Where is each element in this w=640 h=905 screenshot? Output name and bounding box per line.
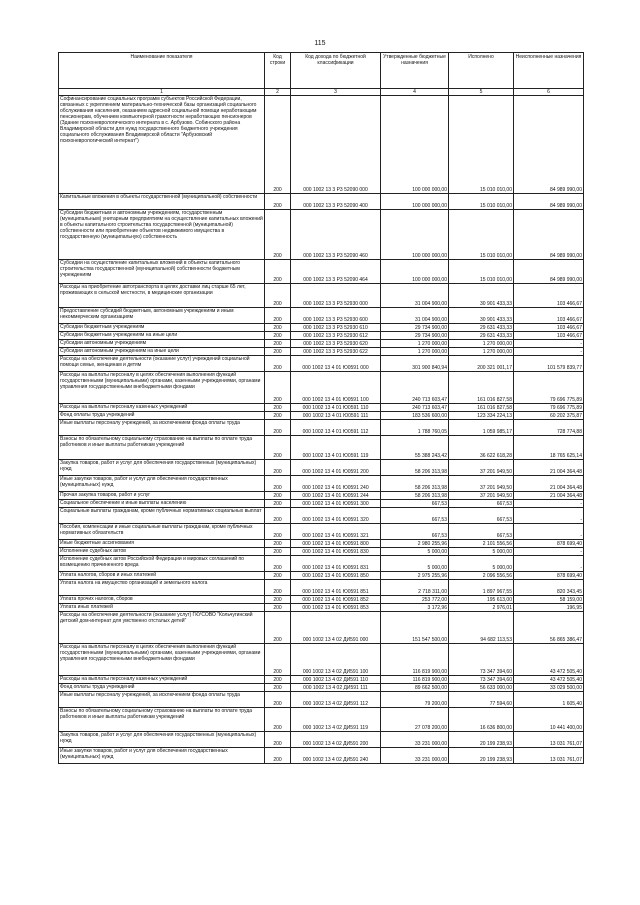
cell-executed: 15 010 010,00 — [449, 194, 514, 210]
cell-line-code: 200 — [265, 524, 291, 540]
cell-line-code: 200 — [265, 684, 291, 692]
cell-name: Прочая закупка товаров, работ и услуг — [59, 492, 265, 500]
cell-line-code: 200 — [265, 372, 291, 404]
cell-approved: 1 270 000,00 — [381, 348, 449, 356]
cell-unexecuted: 84 989 990,00 — [514, 194, 584, 210]
cell-approved: 116 819 900,00 — [381, 644, 449, 676]
table-row — [59, 580, 584, 596]
cell-approved: 1 788 760,05 — [381, 420, 449, 436]
cell-name: Уплата прочих налогов, сборов — [59, 596, 265, 604]
cell-approved: 2 975 255,96 — [381, 572, 449, 580]
cell-unexecuted: 33 029 500,00 — [514, 684, 584, 692]
cell-unexecuted: - — [514, 556, 584, 572]
cell-budget-code: 000 1002 13 3 Р3 52930 620 — [291, 340, 381, 348]
cell-executed: 195 613,00 — [449, 596, 514, 604]
table-row — [59, 556, 584, 572]
cell-line-code: 200 — [265, 644, 291, 676]
table-row — [59, 548, 584, 556]
cell-approved: 3 172,96 — [381, 604, 449, 612]
cell-unexecuted: 13 031 761,07 — [514, 748, 584, 764]
cell-approved: 31 004 900,00 — [381, 284, 449, 308]
cell-name: Расходы на обеспечение деятельности (оказание услуг) учреждений социальной помощи семье, женщинам и детям — [59, 356, 265, 372]
cell-executed: 1 897 967,55 — [449, 580, 514, 596]
cell-approved: 33 231 000,00 — [381, 748, 449, 764]
cell-name: Взносы по обязательному социальному страхованию на выплаты по оплате труда работников и иные выплаты работникам учреждений — [59, 436, 265, 460]
cell-executed: 2 096 556,56 — [449, 572, 514, 580]
cell-budget-code: 000 1002 13 4 01 Ю0591 851 — [291, 580, 381, 596]
cell-budget-code: 000 1002 13 4 02 ДИ591 112 — [291, 692, 381, 708]
cell-executed: 123 334 224,13 — [449, 412, 514, 420]
cell-name: Иные выплаты персоналу учреждений, за исключением фонда оплаты труда — [59, 420, 265, 436]
table-row — [59, 476, 584, 492]
table-row — [59, 260, 584, 284]
cell-name: Предоставление субсидий бюджетным, автономным учреждениям и иным некоммерческим организациям — [59, 308, 265, 324]
cell-approved: 2 718 311,00 — [381, 580, 449, 596]
cell-budget-code: 000 1002 13 4 01 Ю0591 300 — [291, 500, 381, 508]
table-row — [59, 420, 584, 436]
cell-budget-code: 000 1002 13 4 02 ДИ591 110 — [291, 676, 381, 684]
table-row — [59, 604, 584, 612]
cell-line-code: 200 — [265, 708, 291, 732]
cell-line-code: 200 — [265, 412, 291, 420]
cell-unexecuted: 103 466,67 — [514, 284, 584, 308]
cell-unexecuted: 56 865 386,47 — [514, 612, 584, 644]
cell-approved: 27 078 200,00 — [381, 708, 449, 732]
col-header-unexecuted: Неисполненные назначения — [514, 53, 584, 89]
cell-executed: 30 901 433,33 — [449, 308, 514, 324]
cell-line-code: 200 — [265, 692, 291, 708]
cell-name: Субсидии бюджетным учреждениям — [59, 324, 265, 332]
cell-name: Уплата налога на имущество организаций и земельного налога — [59, 580, 265, 596]
cell-budget-code: 000 1002 13 3 Р3 52090 000 — [291, 96, 381, 194]
col-number: 5 — [449, 89, 514, 96]
cell-name: Уплата налогов, сборов и иных платежей — [59, 572, 265, 580]
table-row — [59, 612, 584, 644]
cell-budget-code: 000 1002 13 4 01 Ю0591 200 — [291, 460, 381, 476]
cell-budget-code: 000 1002 13 4 01 Ю0591 850 — [291, 572, 381, 580]
cell-line-code: 200 — [265, 356, 291, 372]
cell-line-code: 200 — [265, 604, 291, 612]
table-row — [59, 572, 584, 580]
cell-executed: 56 633 000,00 — [449, 684, 514, 692]
cell-budget-code: 000 1002 13 4 01 Ю0591 800 — [291, 540, 381, 548]
cell-line-code: 200 — [265, 556, 291, 572]
cell-budget-code: 000 1002 13 4 01 Ю0591 852 — [291, 596, 381, 604]
cell-name: Фонд оплаты труда учреждений — [59, 684, 265, 692]
cell-line-code: 200 — [265, 476, 291, 492]
table-row — [59, 748, 584, 764]
cell-executed: 73 347 394,60 — [449, 676, 514, 684]
cell-executed: 94 682 113,53 — [449, 612, 514, 644]
page-number: 115 — [314, 40, 326, 47]
cell-budget-code: 000 1002 13 4 01 Ю0591 240 — [291, 476, 381, 492]
table-row — [59, 684, 584, 692]
cell-unexecuted: - — [514, 340, 584, 348]
cell-line-code: 200 — [265, 492, 291, 500]
cell-executed: 15 010 010,00 — [449, 96, 514, 194]
cell-line-code: 200 — [265, 540, 291, 548]
col-header-code: Код строки — [265, 53, 291, 89]
col-number: 3 — [291, 89, 381, 96]
cell-approved: 240 713 603,47 — [381, 372, 449, 404]
cell-name: Субсидии бюджетным учреждениям на иные цели — [59, 332, 265, 340]
cell-name: Социальные выплаты гражданам, кроме публичных нормативных социальных выплат — [59, 508, 265, 524]
cell-name: Исполнение судебных актов Российской Федерации и мировых соглашений по возмещению причиненного вреда — [59, 556, 265, 572]
cell-line-code: 200 — [265, 580, 291, 596]
cell-budget-code: 000 1002 13 3 Р3 52930 612 — [291, 332, 381, 340]
table-row — [59, 324, 584, 332]
cell-unexecuted: - — [514, 500, 584, 508]
cell-budget-code: 000 1002 13 4 01 Ю0591 321 — [291, 524, 381, 540]
cell-approved: 58 206 313,98 — [381, 476, 449, 492]
cell-line-code: 200 — [265, 596, 291, 604]
cell-approved: 33 231 000,00 — [381, 732, 449, 748]
table-row — [59, 308, 584, 324]
table-row — [59, 708, 584, 732]
cell-budget-code: 000 1002 13 4 02 ДИ591 000 — [291, 612, 381, 644]
cell-approved: 29 734 900,00 — [381, 324, 449, 332]
cell-line-code: 200 — [265, 308, 291, 324]
cell-name: Иные бюджетные ассигнования — [59, 540, 265, 548]
cell-approved: 151 547 500,00 — [381, 612, 449, 644]
cell-executed: 36 622 618,28 — [449, 436, 514, 460]
cell-unexecuted: 21 004 364,48 — [514, 476, 584, 492]
cell-line-code: 200 — [265, 732, 291, 748]
cell-line-code: 200 — [265, 210, 291, 260]
cell-unexecuted: 79 696 775,89 — [514, 404, 584, 412]
cell-unexecuted: 878 699,40 — [514, 540, 584, 548]
table-row — [59, 332, 584, 340]
cell-unexecuted: 43 472 505,40 — [514, 644, 584, 676]
cell-name: Расходы на приобретение автотранспорта в целях доставки лиц старше 65 лет, проживающих в сельской местности, в медицинские организации — [59, 284, 265, 308]
cell-executed: 73 347 394,60 — [449, 644, 514, 676]
table-header-row — [59, 53, 584, 89]
col-number: 1 — [59, 89, 265, 96]
cell-executed: 5 000,00 — [449, 556, 514, 572]
table-row — [59, 372, 584, 404]
table-row — [59, 732, 584, 748]
table-row — [59, 644, 584, 676]
cell-name: Иные закупки товаров, работ и услуг для обеспечения государственных (муниципальных) нужд — [59, 748, 265, 764]
table-row — [59, 348, 584, 356]
cell-approved: 116 819 900,00 — [381, 676, 449, 684]
cell-budget-code: 000 1002 13 3 Р3 52930 622 — [291, 348, 381, 356]
cell-executed: 200 321 001,17 — [449, 356, 514, 372]
cell-unexecuted: 84 989 990,00 — [514, 260, 584, 284]
cell-unexecuted: 103 466,67 — [514, 332, 584, 340]
cell-approved: 89 662 500,00 — [381, 684, 449, 692]
cell-budget-code: 000 1002 13 3 Р3 52090 460 — [291, 210, 381, 260]
cell-name: Субсидии автономным учреждениям — [59, 340, 265, 348]
cell-budget-code: 000 1002 13 4 02 ДИ591 240 — [291, 748, 381, 764]
cell-approved: 240 713 603,47 — [381, 404, 449, 412]
cell-budget-code: 000 1002 13 4 01 Ю0591 000 — [291, 356, 381, 372]
cell-approved: 100 000 000,00 — [381, 194, 449, 210]
table-row — [59, 340, 584, 348]
cell-approved: 100 000 000,00 — [381, 210, 449, 260]
cell-approved: 2 980 255,96 — [381, 540, 449, 548]
cell-unexecuted: 196,95 — [514, 604, 584, 612]
cell-unexecuted: 84 989 990,00 — [514, 96, 584, 194]
cell-budget-code: 000 1002 13 4 01 Ю0591 831 — [291, 556, 381, 572]
cell-executed: 667,53 — [449, 508, 514, 524]
cell-line-code: 200 — [265, 460, 291, 476]
cell-unexecuted: 21 004 364,48 — [514, 460, 584, 476]
cell-name: Капитальные вложения в объекты государственной (муниципальной) собственности — [59, 194, 265, 210]
cell-unexecuted: 43 472 505,40 — [514, 676, 584, 684]
cell-budget-code: 000 1002 13 4 02 ДИ591 200 — [291, 732, 381, 748]
cell-executed: 37 201 949,50 — [449, 460, 514, 476]
cell-budget-code: 000 1002 13 4 01 Ю0591 111 — [291, 412, 381, 420]
table-row — [59, 500, 584, 508]
cell-approved: 100 000 000,00 — [381, 96, 449, 194]
cell-executed: 1 270 000,00 — [449, 340, 514, 348]
cell-executed: 37 201 949,50 — [449, 476, 514, 492]
cell-executed: 667,53 — [449, 524, 514, 540]
cell-executed: 29 631 433,33 — [449, 324, 514, 332]
table-row — [59, 412, 584, 420]
cell-approved: 58 206 313,98 — [381, 460, 449, 476]
cell-unexecuted: 21 004 364,48 — [514, 492, 584, 500]
cell-line-code: 200 — [265, 676, 291, 684]
cell-approved: 253 772,00 — [381, 596, 449, 604]
cell-name: Закупка товаров, работ и услуг для обеспечения государственных (муниципальных) нужд — [59, 460, 265, 476]
cell-name: Софинансирование социальных программ субъектов Российской Федерации, связанных с укреплением материально-технической базы организаций социального обслуживания населения, оказанием адресной социальной помощи неработающим пенсионерам, обучением компьютерной грамотности неработающих пенсионеров (Здание психоневрологического интерната в с. Арбузово. Собинского района Владимирской области для нужд государственного бюджетного учреждения социального обслуживания Владимирской области "Арбузовский психоневрологический интернат") — [59, 96, 265, 194]
cell-name: Субсидии бюджетным и автономным учреждениям, государственным (муниципальным) унитарным предприятиям на осуществление капитальных вложений в объекты капитального строительства государственной (муниципальной) собственности или приобретение объектов недвижимого имущества в государственную (муниципальную) собственность — [59, 210, 265, 260]
cell-name: Пособия, компенсации и иные социальные выплаты гражданам, кроме публичных нормативных обязательств — [59, 524, 265, 540]
cell-budget-code: 000 1002 13 4 02 ДИ591 111 — [291, 684, 381, 692]
cell-line-code: 200 — [265, 96, 291, 194]
cell-budget-code: 000 1002 13 4 01 Ю0591 112 — [291, 420, 381, 436]
cell-line-code: 200 — [265, 572, 291, 580]
cell-approved: 1 270 000,00 — [381, 340, 449, 348]
cell-line-code: 200 — [265, 420, 291, 436]
cell-name: Субсидии автономным учреждениям на иные цели — [59, 348, 265, 356]
table-row — [59, 194, 584, 210]
cell-unexecuted: 103 466,67 — [514, 308, 584, 324]
cell-approved: 667,53 — [381, 500, 449, 508]
cell-approved: 5 000,00 — [381, 556, 449, 572]
cell-approved: 667,53 — [381, 524, 449, 540]
cell-budget-code: 000 1002 13 4 01 Ю0591 320 — [291, 508, 381, 524]
cell-executed: 37 201 949,50 — [449, 492, 514, 500]
cell-approved: 5 000,00 — [381, 548, 449, 556]
table-body — [59, 96, 584, 764]
table-row — [59, 96, 584, 194]
cell-unexecuted: 60 202 375,87 — [514, 412, 584, 420]
cell-approved: 31 004 900,00 — [381, 308, 449, 324]
cell-budget-code: 000 1002 13 3 Р3 52090 464 — [291, 260, 381, 284]
cell-unexecuted: 103 466,67 — [514, 324, 584, 332]
budget-execution-table — [58, 52, 584, 764]
cell-approved: 100 000 000,00 — [381, 260, 449, 284]
cell-unexecuted: - — [514, 548, 584, 556]
cell-approved: 183 536 600,00 — [381, 412, 449, 420]
cell-executed: 16 636 800,00 — [449, 708, 514, 732]
cell-budget-code: 000 1002 13 4 01 Ю0591 110 — [291, 404, 381, 412]
cell-approved: 58 206 313,98 — [381, 492, 449, 500]
cell-approved: 667,53 — [381, 508, 449, 524]
cell-budget-code: 000 1002 13 3 Р3 52930 600 — [291, 308, 381, 324]
table-row — [59, 676, 584, 684]
cell-unexecuted: 58 159,00 — [514, 596, 584, 604]
cell-executed: 161 016 827,58 — [449, 372, 514, 404]
cell-executed: 77 594,60 — [449, 692, 514, 708]
cell-name: Иные закупки товаров, работ и услуг для обеспечения государственных (муниципальных) нужд — [59, 476, 265, 492]
cell-budget-code: 000 1002 13 4 01 Ю0591 100 — [291, 372, 381, 404]
cell-name: Социальное обеспечение и иные выплаты населению — [59, 500, 265, 508]
cell-executed: 2 101 556,56 — [449, 540, 514, 548]
cell-name: Уплата иных платежей — [59, 604, 265, 612]
cell-executed: 29 631 433,33 — [449, 332, 514, 340]
cell-approved: 301 900 840,94 — [381, 356, 449, 372]
cell-line-code: 200 — [265, 340, 291, 348]
cell-executed: 30 901 433,33 — [449, 284, 514, 308]
cell-name: Взносы по обязательному социальному страхованию на выплаты по оплате труда работников и иные выплаты работникам учреждений — [59, 708, 265, 732]
col-header-executed: Исполнено — [449, 53, 514, 89]
cell-executed: 20 199 238,93 — [449, 732, 514, 748]
cell-line-code: 200 — [265, 284, 291, 308]
cell-line-code: 200 — [265, 260, 291, 284]
cell-unexecuted: 1 605,40 — [514, 692, 584, 708]
cell-executed: 5 000,00 — [449, 548, 514, 556]
table-row — [59, 508, 584, 524]
cell-name: Субсидии на осуществление капитальных вложений в объекты капитального строительства государственной (муниципальной) собственности бюджетным учреждениям — [59, 260, 265, 284]
cell-budget-code: 000 1002 13 3 Р3 52930 000 — [291, 284, 381, 308]
cell-unexecuted: 728 774,88 — [514, 420, 584, 436]
table-row — [59, 210, 584, 260]
cell-unexecuted: 79 696 775,89 — [514, 372, 584, 404]
col-number: 4 — [381, 89, 449, 96]
cell-unexecuted: - — [514, 508, 584, 524]
table-row — [59, 524, 584, 540]
table-row — [59, 540, 584, 548]
cell-approved: 55 388 243,42 — [381, 436, 449, 460]
cell-unexecuted: 10 441 400,00 — [514, 708, 584, 732]
cell-executed: 20 199 238,93 — [449, 748, 514, 764]
cell-unexecuted: - — [514, 524, 584, 540]
cell-line-code: 200 — [265, 548, 291, 556]
cell-executed: 15 010 010,00 — [449, 260, 514, 284]
table-row — [59, 492, 584, 500]
cell-name: Расходы на выплаты персоналу казенных учреждений — [59, 404, 265, 412]
cell-unexecuted: 18 765 625,14 — [514, 436, 584, 460]
cell-unexecuted: - — [514, 348, 584, 356]
cell-name: Расходы на выплаты персоналу в целях обеспечения выполнения функций государственными (муниципальными) органами, казенными учреждениями, органами управления государственными внебюджетными фондами — [59, 644, 265, 676]
cell-line-code: 200 — [265, 194, 291, 210]
col-number: 6 — [514, 89, 584, 96]
cell-unexecuted: 878 699,40 — [514, 572, 584, 580]
table-row — [59, 596, 584, 604]
cell-budget-code: 000 1002 13 4 02 ДИ591 119 — [291, 708, 381, 732]
cell-approved: 29 734 900,00 — [381, 332, 449, 340]
cell-budget-code: 000 1002 13 4 01 Ю0591 244 — [291, 492, 381, 500]
col-number: 2 — [265, 89, 291, 96]
cell-line-code: 200 — [265, 500, 291, 508]
cell-name: Фонд оплаты труда учреждений — [59, 412, 265, 420]
cell-line-code: 200 — [265, 348, 291, 356]
cell-unexecuted: 820 343,45 — [514, 580, 584, 596]
cell-executed: 2 976,01 — [449, 604, 514, 612]
col-header-bk: Код дохода по бюджетной классификации — [291, 53, 381, 89]
cell-line-code: 200 — [265, 508, 291, 524]
col-header-name: Наименование показателя — [59, 53, 265, 89]
cell-line-code: 200 — [265, 404, 291, 412]
cell-executed: 1 059 985,17 — [449, 420, 514, 436]
cell-line-code: 200 — [265, 612, 291, 644]
cell-name: Расходы на выплаты персоналу казенных учреждений — [59, 676, 265, 684]
cell-executed: 161 016 827,58 — [449, 404, 514, 412]
cell-line-code: 200 — [265, 748, 291, 764]
column-number-row — [59, 89, 584, 96]
cell-name: Исполнение судебных актов — [59, 548, 265, 556]
cell-executed: 15 010 010,00 — [449, 210, 514, 260]
table-row — [59, 460, 584, 476]
cell-unexecuted: 84 989 990,00 — [514, 210, 584, 260]
cell-name: Иные выплаты персоналу учреждений, за исключением фонда оплаты труда — [59, 692, 265, 708]
cell-unexecuted: 101 579 839,77 — [514, 356, 584, 372]
cell-executed: 667,53 — [449, 500, 514, 508]
cell-budget-code: 000 1002 13 4 02 ДИ591 100 — [291, 644, 381, 676]
cell-name: Расходы на выплаты персоналу в целях обеспечения выполнения функций государственными (муниципальными) органами, казенными учреждениями, органами управления государственными внебюджетными фондами — [59, 372, 265, 404]
cell-budget-code: 000 1002 13 4 01 Ю0591 853 — [291, 604, 381, 612]
cell-line-code: 200 — [265, 332, 291, 340]
cell-name: Расходы на обеспечение деятельности (оказание услуг) ГКУСОВО "Кольчугинский детский дом-интернат для умственно отсталых детей" — [59, 612, 265, 644]
cell-name: Закупка товаров, работ и услуг для обеспечения государственных (муниципальных) нужд — [59, 732, 265, 748]
cell-budget-code: 000 1002 13 3 Р3 52090 400 — [291, 194, 381, 210]
cell-budget-code: 000 1002 13 3 Р3 52930 610 — [291, 324, 381, 332]
cell-unexecuted: 13 031 761,07 — [514, 732, 584, 748]
cell-line-code: 200 — [265, 324, 291, 332]
table-row — [59, 356, 584, 372]
col-header-approved: Утвержденные бюджетные назначения — [381, 53, 449, 89]
cell-executed: 1 270 000,00 — [449, 348, 514, 356]
cell-budget-code: 000 1002 13 4 01 Ю0591 119 — [291, 436, 381, 460]
table-row — [59, 284, 584, 308]
cell-budget-code: 000 1002 13 4 01 Ю0591 830 — [291, 548, 381, 556]
table-row — [59, 692, 584, 708]
table-row — [59, 436, 584, 460]
cell-line-code: 200 — [265, 436, 291, 460]
table-row — [59, 404, 584, 412]
cell-approved: 79 200,00 — [381, 692, 449, 708]
